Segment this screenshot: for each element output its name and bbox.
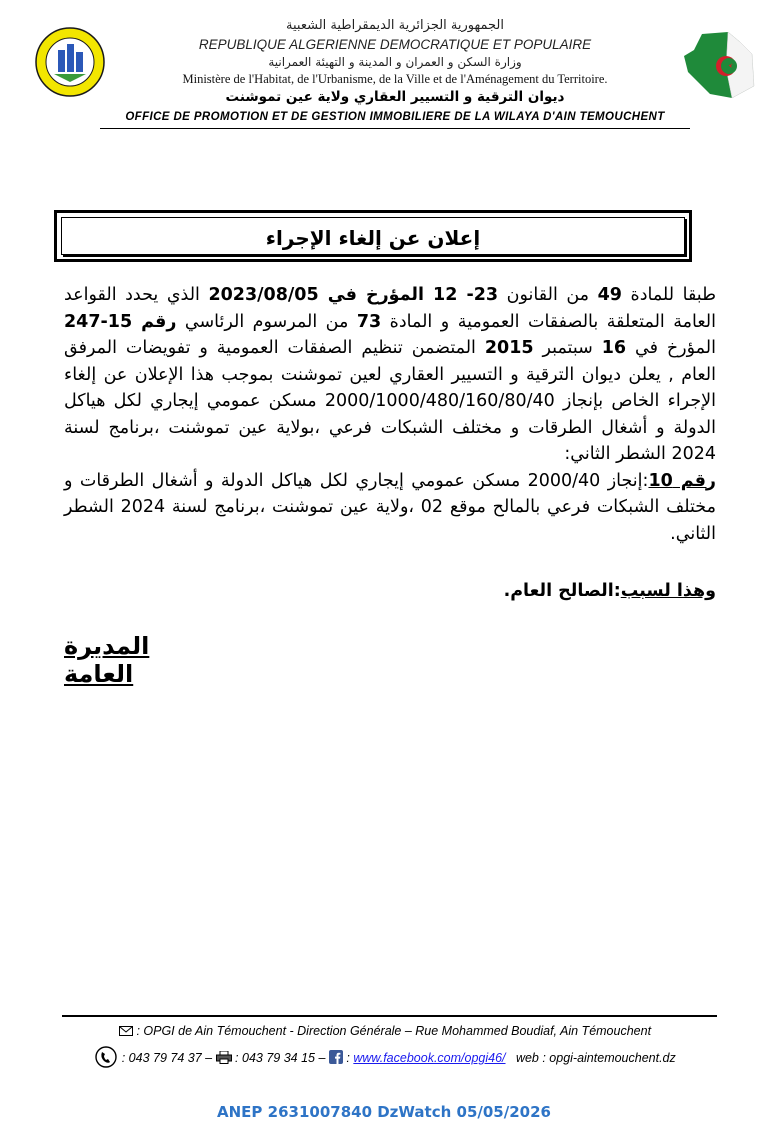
body-text-1: طبقا للمادة [621,285,717,305]
office-arabic: ديوان الترقية و التسيير العقاري ولاية عين تموشنت [225,89,565,105]
lot-description: :إنجاز 2000/40 مسكن عمومي إيجاري لكل هياكل الدولة و أشغال الطرقات و مختلف الشبكات فرعي بالمالح موقع 02 ،ولاية عين تموشنت ،برنامج لسنة 2024 الشطر الثاني. [64,470,716,544]
header-divider [100,128,690,129]
law-number: 23- 12 [433,285,499,305]
anep-reference: ANEP 2631007840 DzWatch 05/05/2026 [217,1103,551,1121]
article-2-number: 73 [356,311,382,332]
footer-website: web : opgi-aintemouchent.dz [515,1050,676,1065]
signature-title: المديرة العامة [64,632,150,688]
body-text-6: سبتمبر [533,338,602,358]
facebook-icon[interactable] [329,1050,343,1067]
footer-fb-prefix: : [346,1050,350,1065]
office-french: OFFICE DE PROMOTION ET DE GESTION IMMOBILIERE DE LA WILAYA D'AIN TEMOUCHENT [125,111,665,123]
reason-value: :الصالح العام. [503,581,621,601]
ministry-french: Ministère de l'Habitat, de l'Urbanisme, de la Ville et de l'Aménagement du Territoire. [182,72,608,86]
article-number: 49 [597,285,622,305]
facebook-link[interactable]: www.facebook.com/opgi46/ [353,1050,506,1065]
cancellation-reason [64,581,716,601]
republic-arabic: الجمهورية الجزائرية الديمقراطية الشعبية [286,18,504,33]
republic-french: REPUBLIQUE ALGERIENNE DEMOCRATIQUE ET POPULAIRE [198,37,592,52]
body-text-3: الذي يحدد القواعد العامة المتعلقة بالصفقات العمومية و المادة [64,285,716,332]
lot-label: رقم 10 [648,470,716,491]
fax-icon [216,1051,232,1067]
ministry-arabic: وزارة السكن و العمران و المدينة و التهيئة العمرانية [268,55,522,69]
law-date: 2023/08/05 [208,285,319,305]
phone-icon [94,1046,118,1071]
footer-fax: : 043 79 34 15 – [235,1050,326,1065]
footer-contact-line [40,1046,730,1071]
announcement-title: إعلان عن إلغاء الإجراء [265,226,481,250]
body-text-5: المؤرخ في [626,338,716,358]
decree-number: رقم 15-247 [64,311,177,332]
footer-address-line [40,1024,730,1039]
body-text-4: من المرسوم الرئاسي [176,311,357,332]
footer-phone: : 043 79 74 37 – [121,1050,213,1065]
footer-address: : OPGI de Ain Témouchent - Direction Générale – Rue Mohammed Boudiaf, Ain Témouchent [136,1024,652,1038]
footer-divider [62,1015,717,1017]
body-text-2: من القانون [498,285,598,305]
title-box [54,210,692,262]
envelope-icon [119,1025,133,1039]
opgi-logo [34,26,106,98]
decree-day: 16 [601,338,627,358]
decree-year: 2015 [484,338,534,358]
body-text-7: المتضمن تنظيم الصفقات العمومية و تفويضات المرفق العام , يعلن ديوان الترقية و التسيير العقاري لعين تموشنت بموجب هذا الإعلان عن إلغاء الإجراء الخاص بإنجاز 2000/1000/480/160/80/40 مسكن عمومي إيجاري لكل هياكل الدولة و أشغال الطرقات و مختلف الشبكات فرعي ،بولاية عين تموشنت ،برنامج لسنة 2024 الشطر الثاني: [64,338,716,464]
reason-label: وهذا لسبب [620,581,716,601]
announcement-body [64,282,716,547]
algeria-map-flag-icon [680,28,756,100]
dated-label: المؤرخ في [318,285,434,305]
